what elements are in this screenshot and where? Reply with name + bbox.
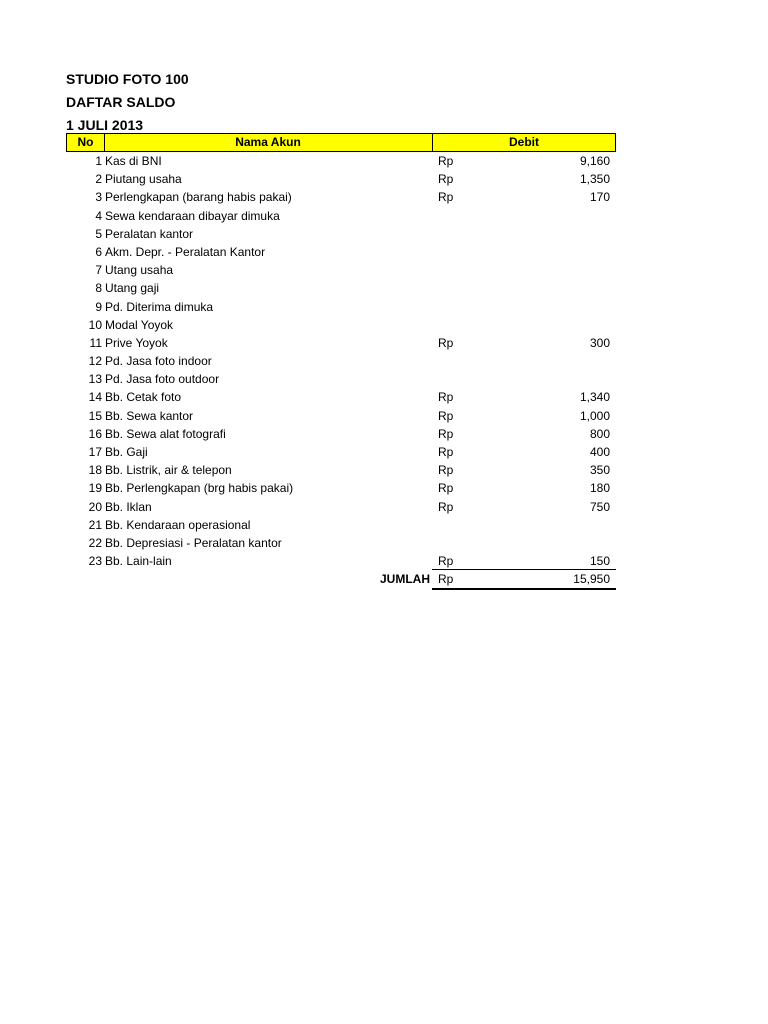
row-amount: 800 (589, 426, 610, 441)
row-number: 16 (88, 426, 102, 441)
report-date: 1 JULI 2013 (66, 117, 144, 133)
row-amount: 1,340 (579, 390, 610, 405)
row-account-name: Utang gaji (105, 281, 160, 296)
row-account-name: Perlengkapan (barang habis pakai) (105, 190, 292, 205)
row-currency: Rp (438, 172, 454, 187)
total-row (66, 570, 616, 589)
row-number: 13 (88, 372, 102, 387)
row-number: 6 (95, 244, 102, 259)
trial-balance-table (66, 133, 616, 589)
row-account-name: Modal Yoyok (105, 317, 174, 332)
row-number: 18 (88, 463, 102, 478)
row-account-name: Bb. Perlengkapan (brg habis pakai) (105, 481, 294, 496)
header-debit: Debit (509, 135, 539, 149)
row-number: 11 (89, 335, 102, 350)
row-number: 14 (88, 390, 102, 405)
table-row (66, 388, 616, 406)
table-row (66, 279, 616, 297)
table-row (66, 516, 616, 534)
row-currency: Rp (438, 499, 454, 514)
total-label: JUMLAH (380, 572, 430, 587)
row-number: 10 (88, 317, 102, 332)
row-currency: Rp (438, 554, 454, 569)
row-number: 20 (88, 499, 102, 514)
row-currency: Rp (438, 190, 454, 205)
row-account-name: Sewa kendaraan dibayar dimuka (105, 208, 280, 223)
row-number: 22 (88, 535, 102, 550)
row-amount: 300 (589, 335, 610, 350)
table-row (66, 425, 616, 443)
row-currency: Rp (438, 154, 454, 168)
table-row (66, 334, 616, 352)
table-row (66, 407, 616, 425)
row-amount: 180 (589, 481, 610, 496)
row-account-name: Bb. Sewa kantor (105, 408, 194, 423)
row-amount: 350 (589, 463, 610, 478)
table-row (66, 243, 616, 261)
row-number: 5 (95, 226, 102, 241)
row-account-name: Bb. Kendaraan operasional (105, 517, 251, 532)
report-name: DAFTAR SALDO (66, 94, 176, 110)
row-account-name: Akm. Depr. - Peralatan Kantor (105, 244, 266, 259)
row-amount: 1,000 (579, 408, 610, 423)
document-title (66, 68, 189, 137)
row-number: 8 (95, 281, 102, 296)
row-account-name: Bb. Gaji (105, 445, 148, 459)
row-number: 3 (95, 190, 102, 205)
row-account-name: Utang usaha (105, 263, 174, 278)
table-row (66, 207, 616, 225)
table-row (66, 534, 616, 552)
table-row (66, 443, 616, 461)
table-row (66, 479, 616, 497)
row-number: 17 (88, 445, 102, 459)
table-row (66, 188, 616, 206)
row-account-name: Piutang usaha (105, 172, 182, 187)
table-body (66, 152, 616, 570)
table-row (66, 225, 616, 243)
table-header (66, 133, 616, 152)
row-currency: Rp (438, 463, 454, 478)
row-account-name: Pd. Diterima dimuka (105, 299, 214, 314)
row-number: 2 (95, 172, 102, 187)
row-account-name: Bb. Iklan (105, 499, 152, 514)
table-row (66, 152, 616, 170)
row-account-name: Peralatan kantor (105, 226, 194, 241)
row-amount: 9,160 (579, 154, 610, 168)
table-row (66, 370, 616, 388)
row-currency: Rp (438, 445, 454, 459)
table-row (66, 498, 616, 516)
table-row (66, 316, 616, 334)
row-currency: Rp (438, 335, 454, 350)
row-account-name: Bb. Lain-lain (105, 554, 172, 569)
row-amount: 750 (589, 499, 610, 514)
table-row (66, 298, 616, 316)
header-no: No (67, 134, 105, 151)
row-amount: 1,350 (579, 172, 610, 187)
row-account-name: Pd. Jasa foto outdoor (105, 372, 220, 387)
row-account-name: Kas di BNI (105, 154, 162, 168)
table-row (66, 461, 616, 479)
row-number: 9 (95, 299, 102, 314)
row-number: 12 (88, 354, 102, 369)
total-amount: 15,950 (573, 572, 610, 587)
row-account-name: Bb. Depresiasi - Peralatan kantor (105, 535, 282, 550)
row-account-name: Prive Yoyok (105, 335, 168, 350)
row-currency: Rp (438, 426, 454, 441)
row-amount: 170 (589, 190, 610, 205)
row-number: 23 (88, 554, 102, 569)
row-number: 4 (95, 208, 102, 223)
total-currency: Rp (438, 572, 454, 587)
row-amount: 150 (589, 554, 610, 569)
row-number: 19 (88, 481, 102, 496)
row-number: 1 (95, 154, 102, 168)
row-account-name: Bb. Listrik, air & telepon (105, 463, 232, 478)
row-number: 7 (95, 263, 102, 278)
row-account-name: Bb. Sewa alat fotografi (105, 426, 226, 441)
row-account-name: Bb. Cetak foto (105, 390, 182, 405)
row-currency: Rp (438, 390, 454, 405)
row-amount: 400 (589, 445, 610, 459)
row-currency: Rp (438, 408, 454, 423)
table-row (66, 552, 616, 570)
table-row (66, 261, 616, 279)
company-name: STUDIO FOTO 100 (66, 71, 189, 87)
header-nama-akun: Nama Akun (104, 134, 433, 151)
table-row (66, 170, 616, 188)
row-account-name: Pd. Jasa foto indoor (105, 354, 212, 369)
row-number: 15 (88, 408, 102, 423)
row-number: 21 (88, 517, 102, 532)
table-row (66, 352, 616, 370)
row-currency: Rp (438, 481, 454, 496)
